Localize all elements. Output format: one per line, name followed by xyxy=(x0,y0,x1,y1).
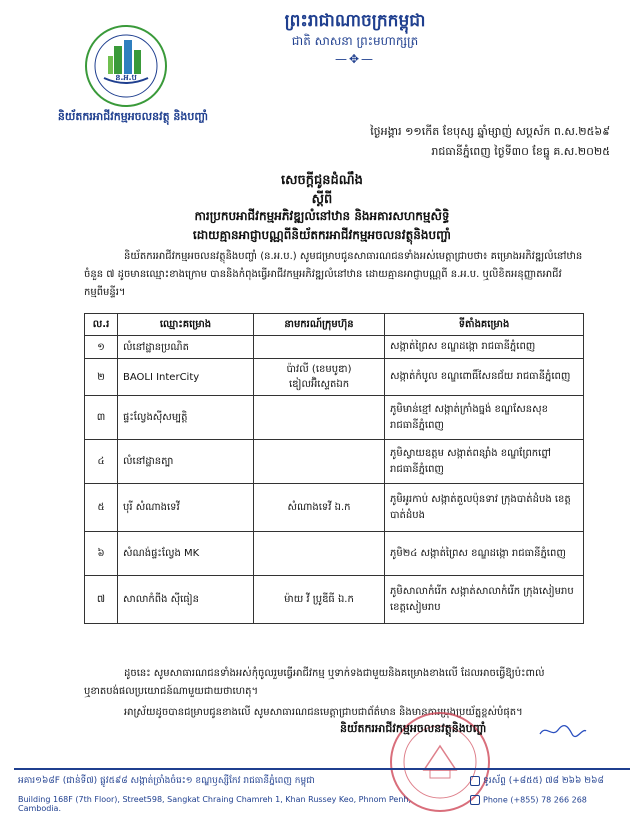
phone-english-text: Phone (+855) 78 266 268 xyxy=(483,795,587,805)
address-english: Building 168F (7th Floor), Street598, Sangkat Chraing Chamreh 1, Khan Russey Keo, Phnom Penh, Cambodia. xyxy=(18,795,412,813)
table-row xyxy=(85,440,584,484)
company-name: ប៉ាវលី (ខេមបូឌា) ឌៀលអ៊ិស្ទេតឯក xyxy=(254,359,385,396)
company-name xyxy=(254,336,385,359)
project-name: បុរី សំណាងទេវី xyxy=(118,484,254,532)
row-number: ២ xyxy=(85,359,118,396)
kingdom-heading: ព្រះរាជាណាចក្រកម្ពុជា xyxy=(284,11,426,31)
phone-icon xyxy=(470,795,480,805)
project-name: សំណង់ផ្ទះល្វែង MK xyxy=(118,532,254,576)
table-header-row xyxy=(85,314,584,336)
project-location: សង្កាត់កំបូល ខណ្ឌពោធិ៍សែនជ័យ រាជធានីភ្នំពេញ xyxy=(385,359,584,396)
project-location: ភូមិមាន់ខ្មៅ សង្កាត់ក្រាំងធ្នង់ ខណ្ឌសែនសុខ រាជធានីភ្នំពេញ xyxy=(385,396,584,440)
project-location: ភូមិអូរកាប់ សង្កាត់តួលប៉ុនទាវ ក្រុងបាត់ដំបង ខេត្តបាត់ដំបង xyxy=(385,484,584,532)
subject-line-2: ដោយគ្មានអាជ្ញាបណ្ណពីនិយ័តករអាជីវកម្មអចលនវត្ថុនិងបញ្ចាំ xyxy=(192,228,452,242)
project-name: BAOLI InterCity xyxy=(118,359,254,396)
project-name: សាលាកំពីង ស៊ីធៀន xyxy=(118,576,254,624)
table-row xyxy=(85,336,584,359)
table-row xyxy=(85,359,584,396)
subject-line-1: ការប្រកបអាជីវកម្មអភិវឌ្ឍលំនៅឋាន និងអគារសហកម្មសិទ្ធិ xyxy=(194,209,450,223)
table-row xyxy=(85,532,584,576)
company-name: សំណាងទេវី ឯ.ក xyxy=(254,484,385,532)
company-name xyxy=(254,396,385,440)
row-number: ១ xyxy=(85,336,118,359)
address-khmer: អគារ១៦៨F (ជាន់ទី៧) ផ្លូវ៥៩៨ សង្កាត់ច្រាំងចំរេះ១ ខណ្ឌឫស្សីកែវ រាជធានីភ្នំពេញ កម្ពុជា xyxy=(18,776,315,786)
phone-khmer-text: ទូរស័ព្ទ (+៨៥៥) ៧៨ ២៦៦ ២៦៨ xyxy=(483,776,604,786)
header-location: ទីតាំងគម្រោង xyxy=(385,314,584,336)
signature xyxy=(538,722,588,740)
project-name: ផ្ទះល្វែងស៊ីសម្បត្តិ xyxy=(118,396,254,440)
header-project-name: ឈ្មោះគម្រោង xyxy=(118,314,254,336)
project-location: ភូមិ២៤ សង្កាត់ព្រៃស ខណ្ឌដង្កោ រាជធានីភ្នំពេញ xyxy=(385,532,584,576)
row-number: ៤ xyxy=(85,440,118,484)
header-number: ល.រ xyxy=(85,314,118,336)
closing-paragraph: ដូចនេះ សូមសាធារណជនទាំងអស់កុំចូលរួមធ្វើអាជីវកម្ម ឬទាក់ទងជាមួយនិងគម្រោងខាងលើ ដែលអាចធ្វើឱ្យប៉ះពាល់ ឬខាតបង់ផលប្រយោជន៍ណាមួយជាយថាហេតុ។ xyxy=(84,668,545,697)
company-name xyxy=(254,532,385,576)
phone-english xyxy=(470,795,630,805)
regards-paragraph: អាស្រ័យដូចបានជម្រាបជូនខាងលើ សូមសាធារណជនមេត្តាជ្រាបជាព័ត៌មាន និងមានការប្រុងប្រយ័ត្នខ្ពស់បំផុត។ xyxy=(124,707,523,718)
document-type: សេចក្តីជូនដំណឹង xyxy=(281,173,363,188)
row-number: ៣ xyxy=(85,396,118,440)
phone-icon xyxy=(470,776,480,786)
footer-divider xyxy=(14,768,630,770)
logo-emblem-icon xyxy=(84,24,168,108)
phone-khmer xyxy=(470,775,630,788)
table-row xyxy=(85,484,584,532)
logo-abbreviation: ន.អ.ប xyxy=(115,73,137,82)
company-name xyxy=(254,440,385,484)
projects-table xyxy=(84,313,584,624)
row-number: ៥ xyxy=(85,484,118,532)
signature-icon xyxy=(538,722,588,740)
lunar-date: ថ្ងៃអង្គារ ១១កើត ខែបុស្ស ឆ្នាំម្សាញ់ សប្តស័ក ព.ស.២៥៦៩ xyxy=(370,125,610,138)
intro-paragraph: និយ័តករអាជីវកម្មអចលនវត្ថុនិងបញ្ចាំ (ន.អ.ប.) សូមជម្រាបជូនសាធារណជនទាំងអស់មេត្តាជ្រាបថា៖ គម្រោងអភិវឌ្ឍលំនៅឋានចំនួន ៧ ដូចមានឈ្មោះខាងក្រោម បាននិងកំពុងធ្វើអាជីវកម្មអភិវឌ្ឍលំនៅឋាន ដោយគ្មានអាជ្ញាបណ្ណពី ន.អ.ប. ឬលិខិតអនុញ្ញាតអាជីវកម្មពីមន្ទីរ។ xyxy=(84,251,583,298)
regulator-logo xyxy=(84,24,168,108)
project-location: សង្កាត់ព្រៃស ខណ្ឌដង្កោ រាជធានីភ្នំពេញ xyxy=(385,336,584,359)
project-location: ភូមិស្វាយឧត្តម សង្កាត់ពន្សាំង ខណ្ឌព្រែកព្នៅ រាជធានីភ្នំពេញ xyxy=(385,440,584,484)
project-name: លំនៅដ្ឋានត្បា xyxy=(118,440,254,484)
row-number: ៧ xyxy=(85,576,118,624)
ornament-divider: —✥— xyxy=(334,52,376,66)
project-location: ភូមិសាលាកំរើក សង្កាត់សាលាកំរើក ក្រុងសៀមរាប ខេត្តសៀមរាប xyxy=(385,576,584,624)
table-row xyxy=(85,396,584,440)
row-number: ៦ xyxy=(85,532,118,576)
solar-date: រាជធានីភ្នំពេញ ថ្ងៃទី៣០ ខែធ្នូ គ.ស.២០២៥ xyxy=(431,145,610,158)
company-name: ម៉ាយ វី ប្រូឌីធី ឯ.ក xyxy=(254,576,385,624)
signing-organization: និយ័តករអាជីវកម្មអចលនវត្ថុនិងបញ្ចាំ xyxy=(340,722,487,735)
organization-name: និយ័តករអាជីវកម្មអចលនវត្ថុ និងបញ្ចាំ xyxy=(57,110,209,123)
table-row xyxy=(85,576,584,624)
national-motto: ជាតិ សាសនា ព្រះមហាក្សត្រ xyxy=(291,34,419,48)
header-company: នាមករណ៍ក្រុមហ៊ុន xyxy=(254,314,385,336)
project-name: លំនៅដ្ឋានប្រណិត xyxy=(118,336,254,359)
about-label: ស្តីពី xyxy=(311,192,333,207)
